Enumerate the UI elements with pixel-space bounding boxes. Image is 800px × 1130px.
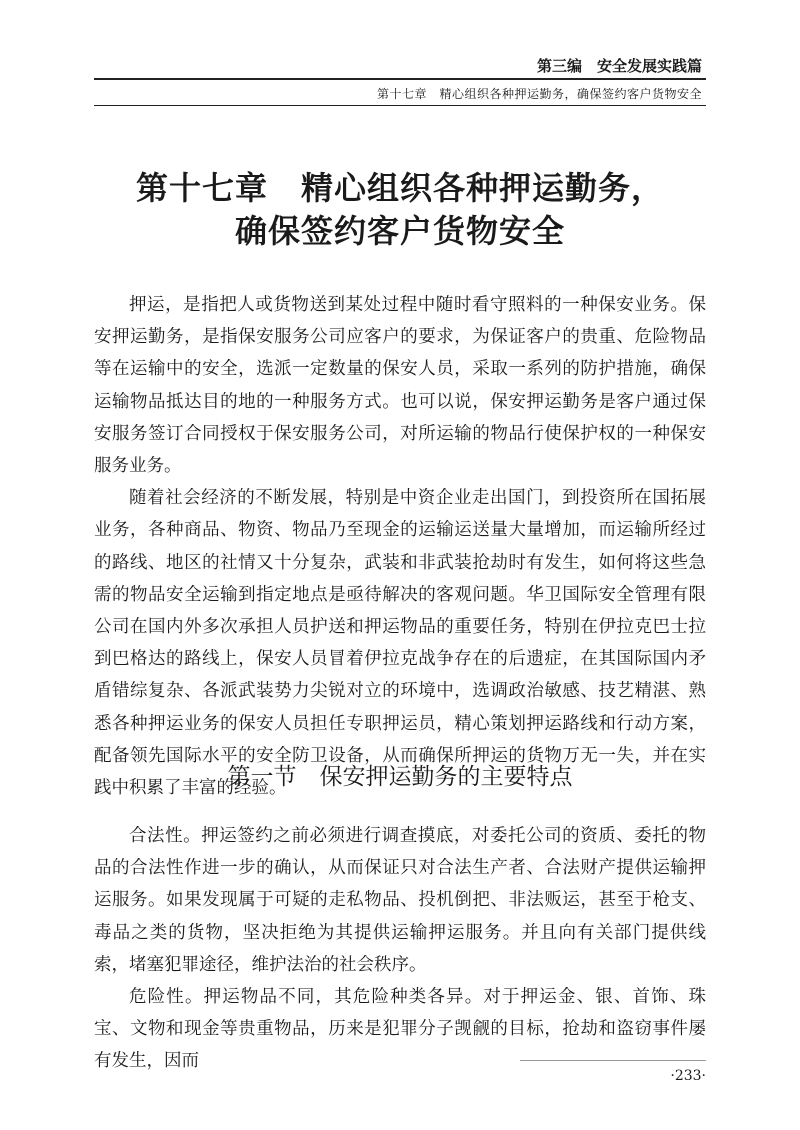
running-header-chapter: 第十七章 精心组织各种押运勤务，确保签约客户货物安全 — [94, 86, 706, 106]
section-title: 第一节 保安押运勤务的主要特点 — [227, 764, 573, 790]
paragraph: 随着社会经济的不断发展，特别是中资企业走出国门，到投资所在国拓展业务，各种商品、物资、物品乃至现金的运输运送量大量增加，而运输所经过的路线、地区的社情又十分复杂，武装和非武装抢劫时有发生，如何将这些急需的物品安全运输到指定地点是亟待解决的客观问题。华卫国际安全管理有限公司在国内外多次承担人员护送和押运物品的重要任务，特别在伊拉克巴士拉到巴格达的路线上，保安人员冒着伊拉克战争存在的后遗症，在其国际国内矛盾错综复杂、各派武装势力尖锐对立的环境中，选调政治敏感、技艺精湛、熟悉各种押运业务的保安人员担任专职押运员，精心策划押运路线和行动方案，配备领先国际水平的安全防卫设备，从而确保所押运的货物万无一失，并在实践中积累了丰富的经验。 — [94, 488, 706, 799]
section-body — [94, 820, 706, 1078]
paragraph: 危险性。押运物品不同，其危险种类各异。对于押运金、银、首饰、珠宝、文物和现金等贵重物品，历来是犯罪分子觊觎的目标，抢劫和盗窃事件屡有发生，因而 — [94, 987, 706, 1072]
running-header — [94, 56, 706, 106]
chapter-title — [94, 167, 706, 253]
paragraph: 合法性。押运签约之前必须进行调查摸底，对委托公司的资质、委托的物品的合法性作进一步的确认，从而保证只对合法生产者、合法财产提供运输押运服务。如果发现属于可疑的走私物品、投机倒把、非法贩运，甚至于枪支、毒品之类的货物，坚决拒绝为其提供运输押运服务。并且向有关部门提供线索，堵塞犯罪途径，维护法治的社会秩序。 — [94, 826, 706, 975]
footer-rule — [520, 1060, 706, 1061]
chapter-title-line-1: 第十七章 精心组织各种押运勤务， — [135, 169, 664, 207]
chapter-title-line-2: 确保签约客户货物安全 — [234, 212, 565, 250]
paragraph: 押运，是指把人或货物送到某处过程中随时看守照料的一种保安业务。保安押运勤务，是指保安服务公司应客户的要求，为保证客户的贵重、危险物品等在运输中的安全，选派一定数量的保安人员，采取一系列的防护措施，确保运输物品抵达目的地的一种服务方式。也可以说，保安押运勤务是客户通过保安服务签订合同授权于保安服务公司，对所运输的物品行使保护权的一种保安服务业务。 — [94, 295, 706, 477]
chapter-intro — [94, 289, 706, 804]
page-number: ·233· — [670, 1068, 706, 1084]
running-header-part: 第三编 安全发展实践篇 — [94, 56, 706, 80]
